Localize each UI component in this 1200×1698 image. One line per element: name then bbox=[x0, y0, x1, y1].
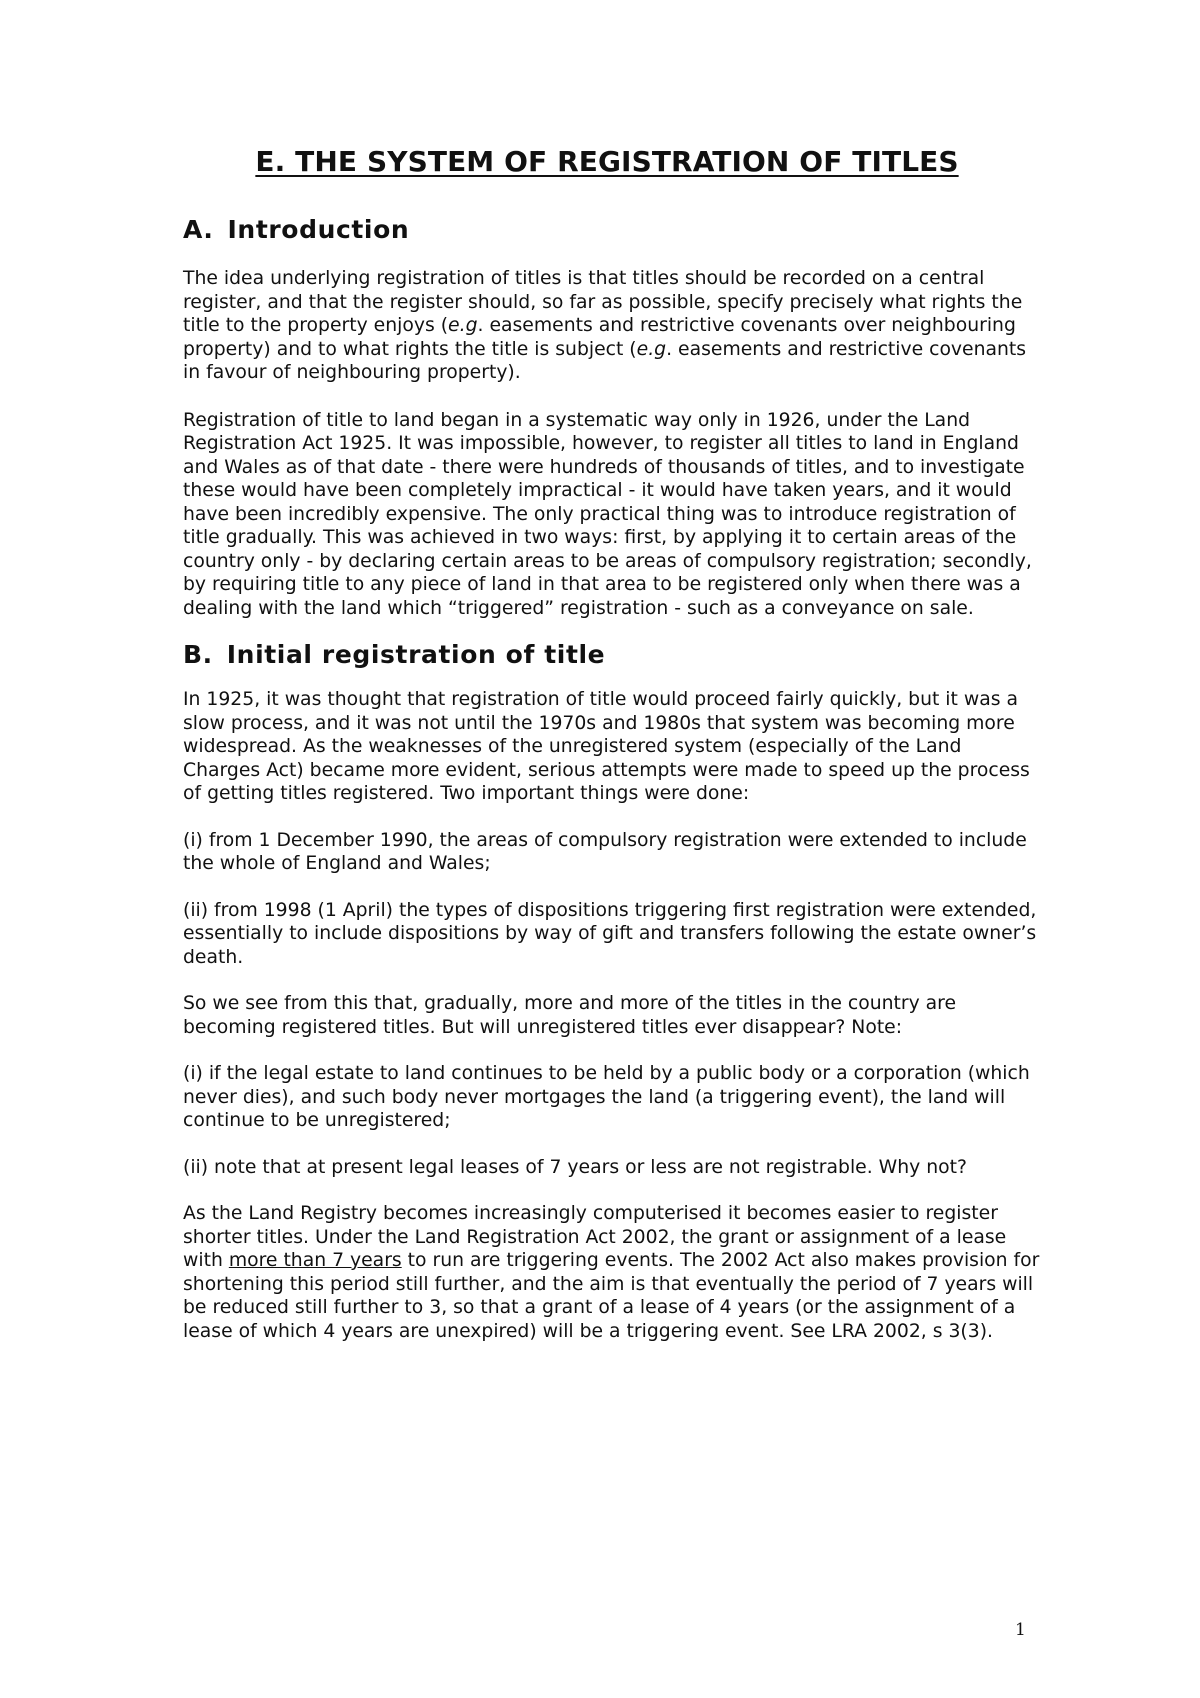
section-a-letter: A. bbox=[183, 215, 214, 244]
section-b-paragraph-6: (ii) note that at present legal leases of 7 years or less are not registrable. Why not? bbox=[183, 1156, 967, 1178]
intro-p1-text-b: . easements and restrictive covenants over neighbouring property) and to what rights the title is subject ( bbox=[183, 315, 1016, 360]
section-b-paragraph-3: (ii) from 1998 (1 April) the types of dispositions triggering first registration were extended, essentially to include dispositions by way of gift and transfers following the estate owner’s death. bbox=[183, 899, 1037, 968]
section-b-heading bbox=[183, 638, 1043, 672]
section-b-paragraph-2: (i) from 1 December 1990, the areas of compulsory registration were extended to include the whole of England and Wales; bbox=[183, 829, 1027, 874]
intro-p1-eg-1: e.g bbox=[448, 315, 478, 336]
section-b-paragraph-7 bbox=[183, 1202, 1043, 1343]
intro-p1-text-c: . easements and restrictive covenants in favour of neighbouring property). bbox=[183, 338, 1027, 383]
section-a-heading bbox=[183, 213, 1043, 247]
section-b-paragraph-4: So we see from this that, gradually, more and more of the titles in the country are becoming registered titles. But will unregistered titles ever disappear? Note: bbox=[183, 993, 957, 1038]
page-number: 1 bbox=[1015, 1620, 1026, 1640]
intro-paragraph-1 bbox=[183, 267, 1043, 385]
intro-p1-eg-2: e.g bbox=[636, 338, 667, 360]
b-p7-underlined: more than 7 years bbox=[228, 1250, 402, 1271]
section-b-letter: B. bbox=[183, 640, 213, 669]
b-p7-text-b: to run are triggering events. The 2002 Act also makes provision for shortening this period still further, and the aim is that eventually the period of 7 years will be reduced still further to 3, so that a grant of a lease of 4 years (or the assignment of a lease of which 4 years are unexpired) will be a triggering event. See LRA 2002, s 3(3). bbox=[183, 1250, 1040, 1342]
intro-p1-text-a: The idea underlying registration of titles is that titles should be recorded on a central register, and that the register should, so far as possible, specify precisely what rights the title to the property enjoys ( bbox=[183, 268, 1023, 336]
document-title: E. THE SYSTEM OF REGISTRATION OF TITLES bbox=[255, 145, 959, 178]
intro-paragraph-2: Registration of title to land began in a systematic way only in 1926, under the Land Registration Act 1925. It was impossible, however, to register all titles to land in England and Wales as of that date - there were hundreds of thousands of titles, and to investigate these would have been completely impractical - it would have taken years, and it would have been incredibly expensive. The only practical thing was to introduce registration of title gradually. This was achieved in two ways: first, by applying it to certain areas of the country only - by declaring certain areas to be areas of compulsory registration; secondly, by requiring title to any piece of land in that area to be registered only when there was a dealing with the land which “triggered” registration - such as a conveyance on sale. bbox=[183, 409, 1032, 619]
document-page bbox=[183, 142, 1043, 1343]
b-p7-text-a: As the Land Registry becomes increasingly computerised it becomes easier to register shorter titles. Under the Land Registration Act 2002, the grant or assignment of a lease with bbox=[183, 1203, 1007, 1271]
section-b-paragraph-1: In 1925, it was thought that registration of title would proceed fairly quickly, but it was a slow process, and it was not until the 1970s and 1980s that system was becoming more widespread. As the weaknesses of the unregistered system (especially of the Land Charges Act) became more evident, serious attempts were made to speed up the process of getting titles registered. Two important things were done: bbox=[183, 689, 1030, 804]
section-b-title: Initial registration of title bbox=[226, 640, 606, 669]
section-a-title: Introduction bbox=[227, 215, 410, 244]
section-b-paragraph-5: (i) if the legal estate to land continues to be held by a public body or a corporation (which never dies), and such body never mortgages the land (a triggering event), the land will continue to be unregistered; bbox=[183, 1063, 1030, 1131]
